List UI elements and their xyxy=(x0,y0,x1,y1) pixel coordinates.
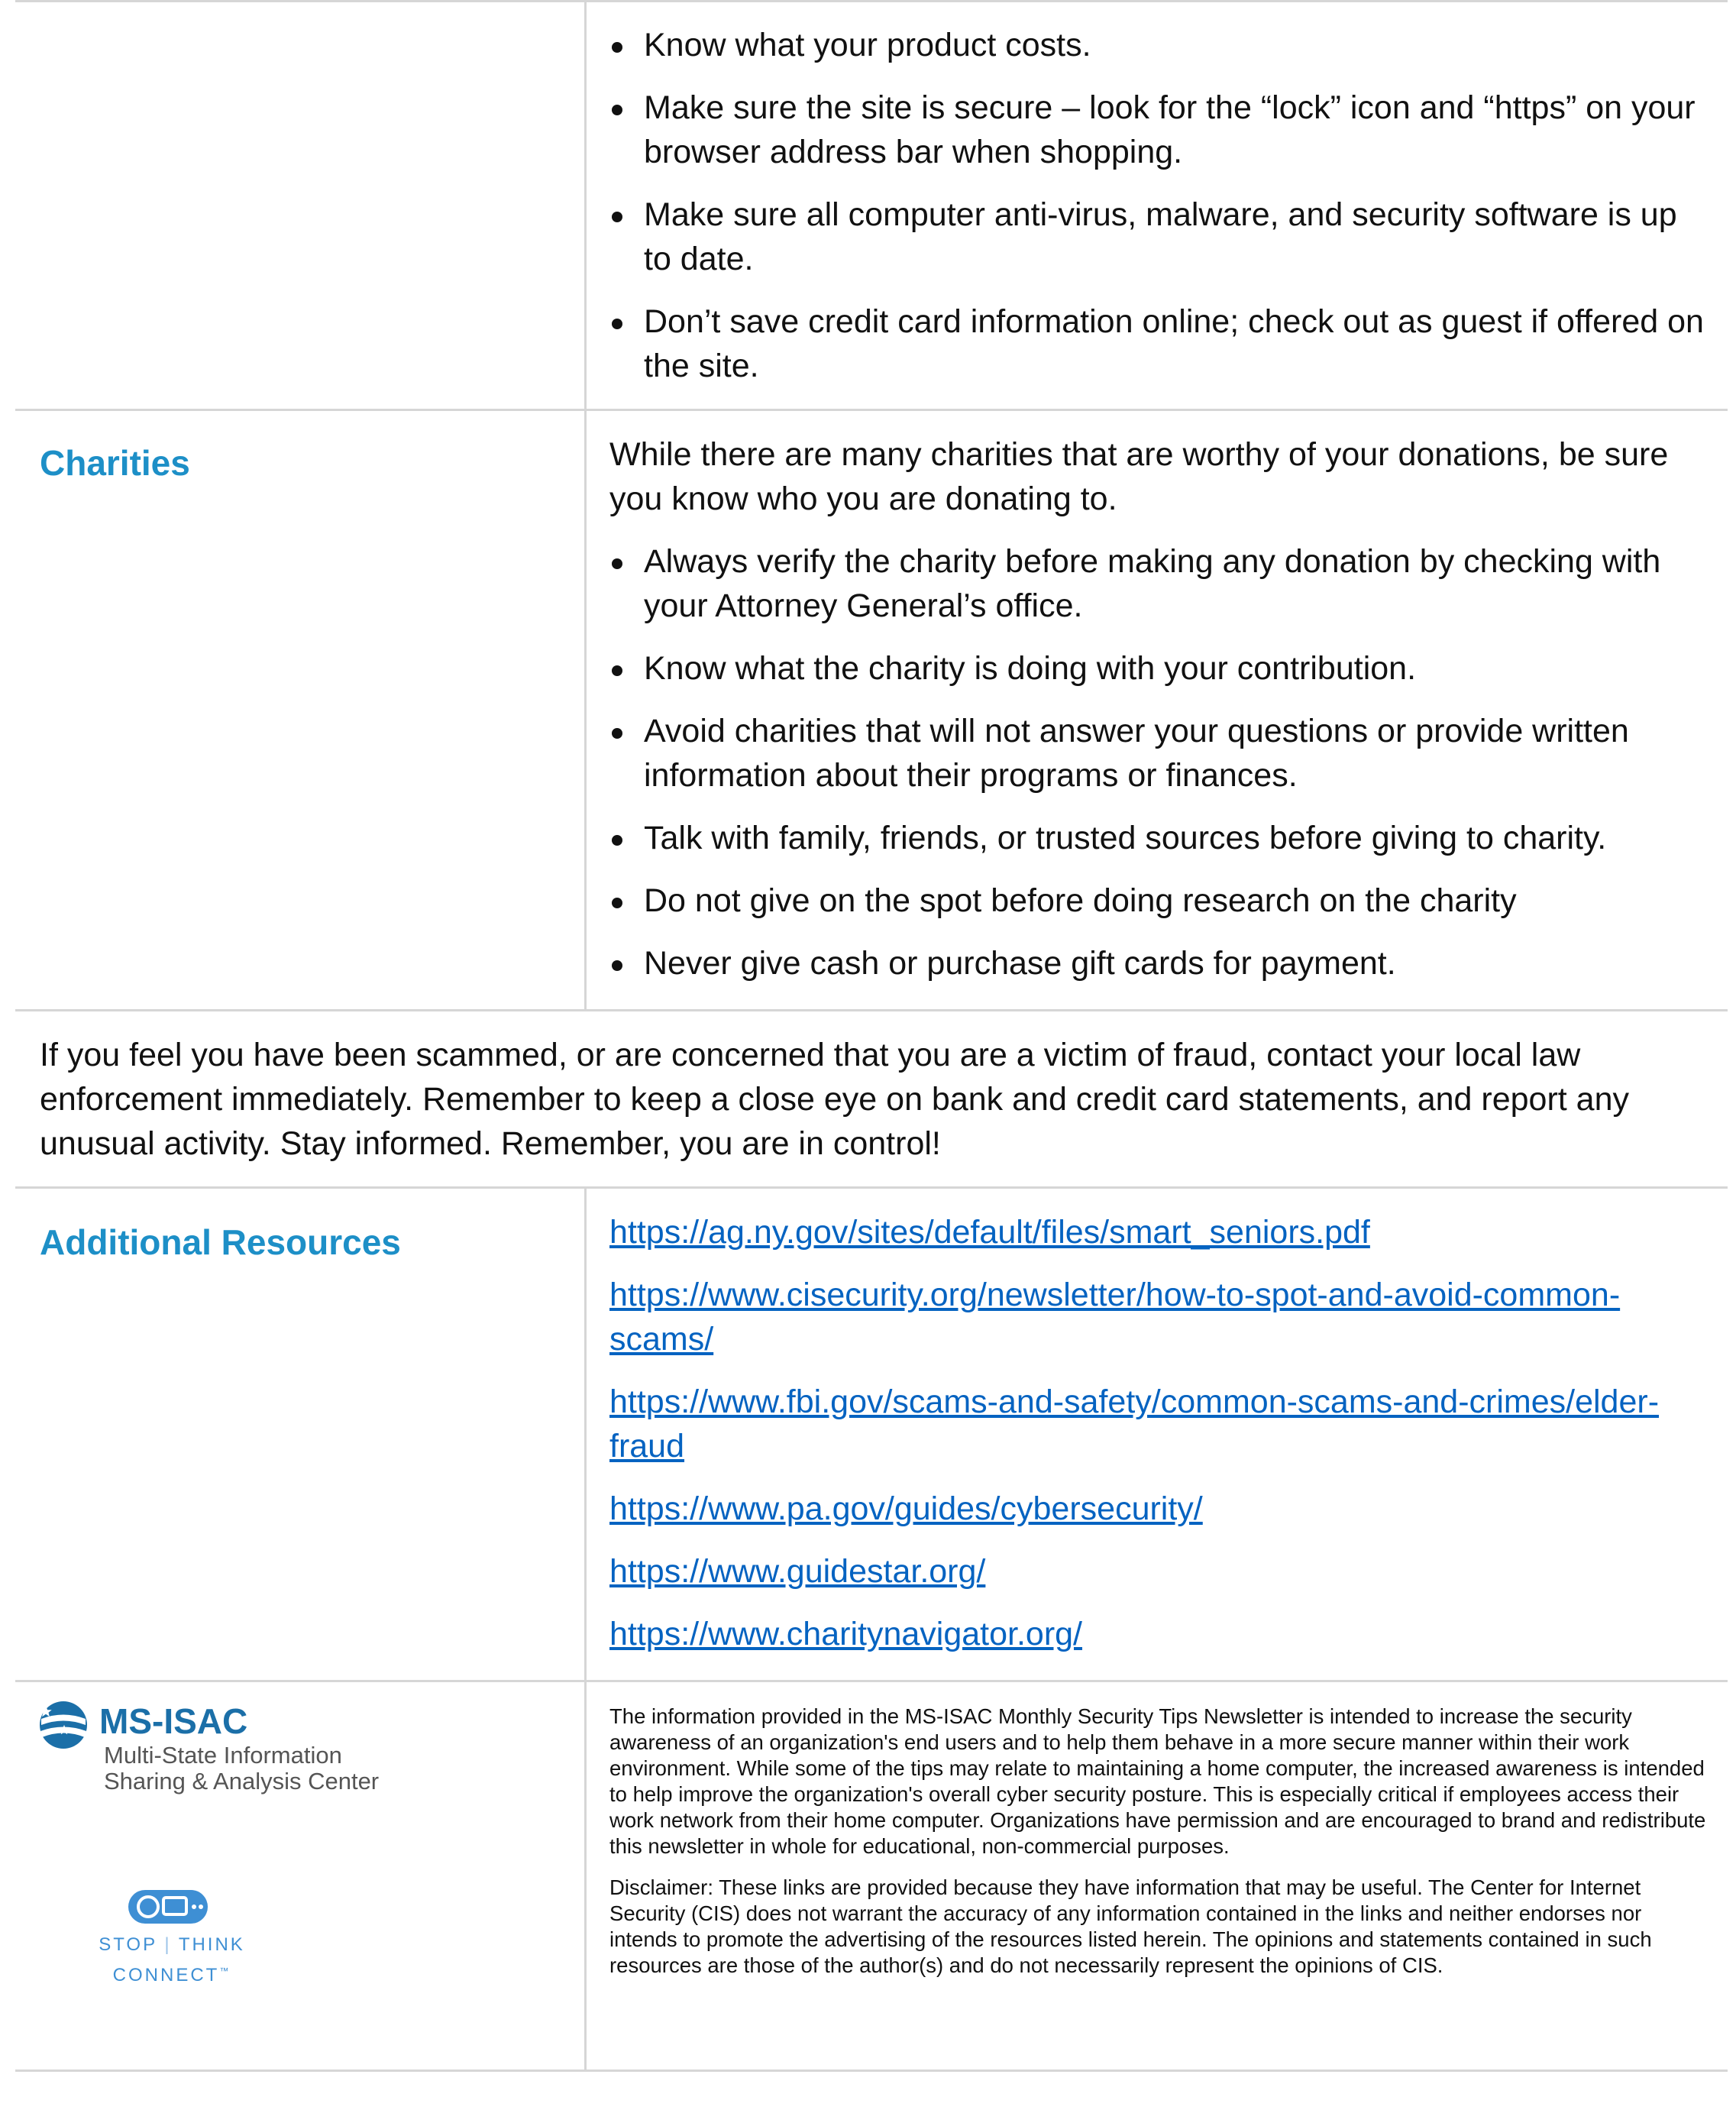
stc-connect-label: CONNECT xyxy=(112,1965,220,1985)
stop-think-connect-icon xyxy=(84,1887,260,1933)
footer-text xyxy=(609,1704,1709,1994)
stc-connect xyxy=(84,1959,260,1988)
resource-link[interactable]: https://www.cisecurity.org/newsletter/how-to-spot-and-avoid-common-scams/ xyxy=(609,1277,1621,1358)
ms-isac-title: MS-ISAC xyxy=(99,1701,248,1741)
bottom-border xyxy=(15,2070,1728,2072)
list-item: Talk with family, friends, or trusted sources before giving to charity. xyxy=(609,816,1709,860)
stop-think-connect-logo xyxy=(84,1887,260,1994)
stc-text xyxy=(84,1933,260,1957)
column-divider xyxy=(584,1186,587,1680)
column-divider xyxy=(584,1680,587,2070)
stc-stop: STOP xyxy=(99,1934,157,1955)
shopping-bullet-list xyxy=(609,23,1709,388)
list-item: Make sure the site is secure – look for the “lock” icon and “https” on your browser address bar when shopping. xyxy=(609,86,1709,174)
charities-intro: While there are many charities that are worthy of your donations, be sure you know who you are donating to. xyxy=(609,436,1669,517)
resource-link[interactable]: https://www.pa.gov/guides/cybersecurity/ xyxy=(609,1490,1203,1527)
section-label-resources: Additional Resources xyxy=(40,1222,401,1262)
list-item: Don’t save credit card information online; check out as guest if offered on the site. xyxy=(609,299,1709,388)
newsletter-info: The information provided in the MS-ISAC Monthly Security Tips Newsletter is intended to increase the security awareness of an organization's end users and to help them behave in a more secure manner within their work environment. While some of the tips may relate to maintaining a home computer, the increased awareness is intended to help improve the organization's overall cyber security posture. This is especially critical if employees access their work network from their home computer. Organizations have permission and are encouraged to brand and redistribute this newsletter in whole for educational, non-commercial purposes. xyxy=(609,1704,1706,1858)
list-item: Always verify the charity before making any donation by checking with your Attorney General’s office. xyxy=(609,539,1709,628)
disclaimer: Disclaimer: These links are provided because they have information that may be useful. The Center for Internet Security (CIS) does not warrant the accuracy of any information contained in the links and neither endorses nor intends to promote the advertising of the resources listed herein. The opinions and statements contained in such resources are those of the author(s) and do not necessarily represent the opinions of CIS. xyxy=(609,1875,1652,1977)
closing-paragraph: If you feel you have been scammed, or are concerned that you are a victim of fraud, contact your local law enforcement immediately. Remember to keep a close eye on bank and credit card statements, and report any unusual activity. Stay informed. Remember, you are in control! xyxy=(40,1037,1630,1162)
stc-think: THINK xyxy=(178,1934,245,1955)
stc-trademark: ™ xyxy=(219,1966,231,1976)
row-divider xyxy=(15,1186,1728,1189)
top-border xyxy=(15,0,1728,2)
resource-link[interactable]: https://ag.ny.gov/sites/default/files/smart_seniors.pdf xyxy=(609,1214,1370,1251)
row-divider xyxy=(15,1009,1728,1011)
charities-content xyxy=(609,432,1709,1004)
row-divider xyxy=(15,409,1728,411)
list-item: Avoid charities that will not answer your questions or provide written information about their programs or finances. xyxy=(609,709,1709,798)
ms-isac-subtitle-line1: Multi-State Information xyxy=(104,1742,342,1769)
resource-link[interactable]: https://www.guidestar.org/ xyxy=(609,1553,986,1590)
resources-links xyxy=(609,1210,1709,1675)
list-item: Make sure all computer anti-virus, malware, and security software is up to date. xyxy=(609,193,1709,281)
stc-separator: | xyxy=(164,1934,172,1955)
charities-bullet-list xyxy=(609,539,1709,985)
ms-isac-subtitle-line2: Sharing & Analysis Center xyxy=(104,1768,380,1794)
column-divider xyxy=(584,0,587,409)
column-divider xyxy=(584,409,587,1009)
row-divider xyxy=(15,1680,1728,1682)
resource-link[interactable]: https://www.fbi.gov/scams-and-safety/common-scams-and-crimes/elder-fraud xyxy=(609,1383,1660,1464)
shopping-tips xyxy=(609,23,1709,406)
ms-isac-logo xyxy=(38,1700,397,1799)
list-item: Know what your product costs. xyxy=(609,23,1709,67)
list-item: Know what the charity is doing with your contribution. xyxy=(609,646,1709,691)
list-item: Do not give on the spot before doing research on the charity xyxy=(609,879,1709,923)
resource-link[interactable]: https://www.charitynavigator.org/ xyxy=(609,1616,1083,1652)
section-label-charities: Charities xyxy=(40,443,190,483)
list-item: Never give cash or purchase gift cards for payment. xyxy=(609,941,1709,985)
